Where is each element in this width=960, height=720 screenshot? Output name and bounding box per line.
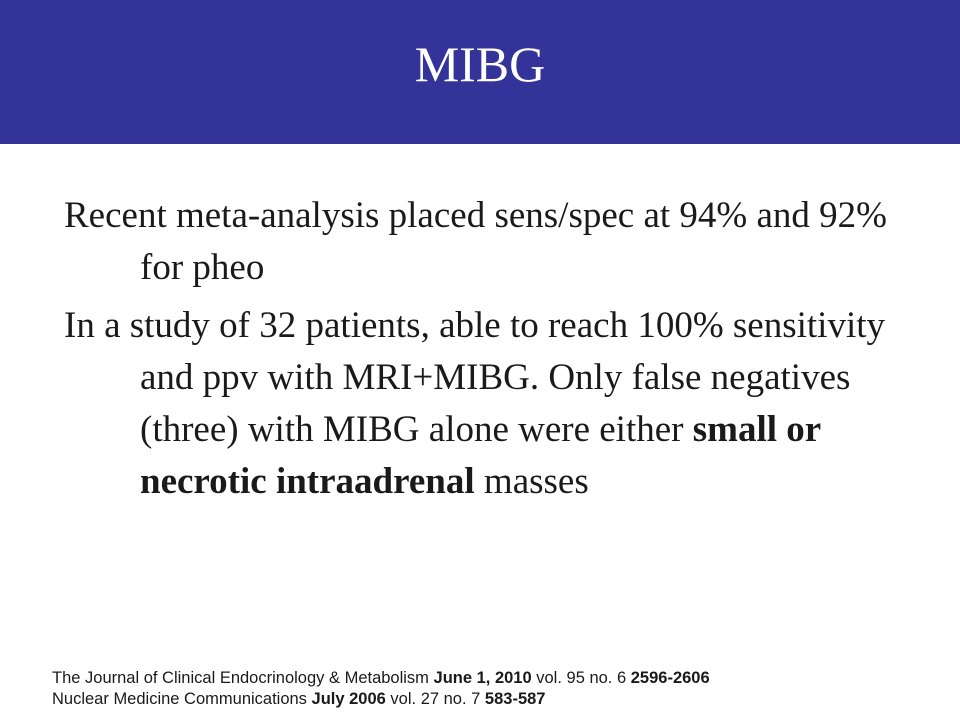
bullet-study [64,300,904,508]
reference-date: June 1, 2010 [433,669,532,687]
reference-date: July 2006 [311,690,386,708]
references [52,668,942,710]
reference-volume: vol. 27 no. 7 [385,690,485,708]
bullet-emphasis: small or necrotic intraadrenal [140,409,821,502]
reference-1 [52,668,942,689]
bullet-text-end: masses [474,461,589,502]
reference-volume: vol. 95 no. 6 [531,669,631,687]
title-bar [0,0,960,144]
reference-2 [52,689,942,710]
slide-title: MIBG [414,36,546,92]
reference-journal: Nuclear Medicine Communications [52,690,312,708]
bullet-text: In a study of 32 patients, able to reach 100% sensitivity and ppv with MRI+MIBG. Only false negatives (three) with MIBG alone were either [64,305,886,450]
reference-pages: 583-587 [484,690,546,708]
reference-journal: The Journal of Clinical Endocrinology & Metabolism [52,669,434,687]
bullet-text: Recent meta-analysis placed sens/spec at 94% and 92% for pheo [64,195,887,288]
slide-body [64,190,904,514]
bullet-meta-analysis [64,190,904,294]
reference-pages: 2596-2606 [630,669,710,687]
